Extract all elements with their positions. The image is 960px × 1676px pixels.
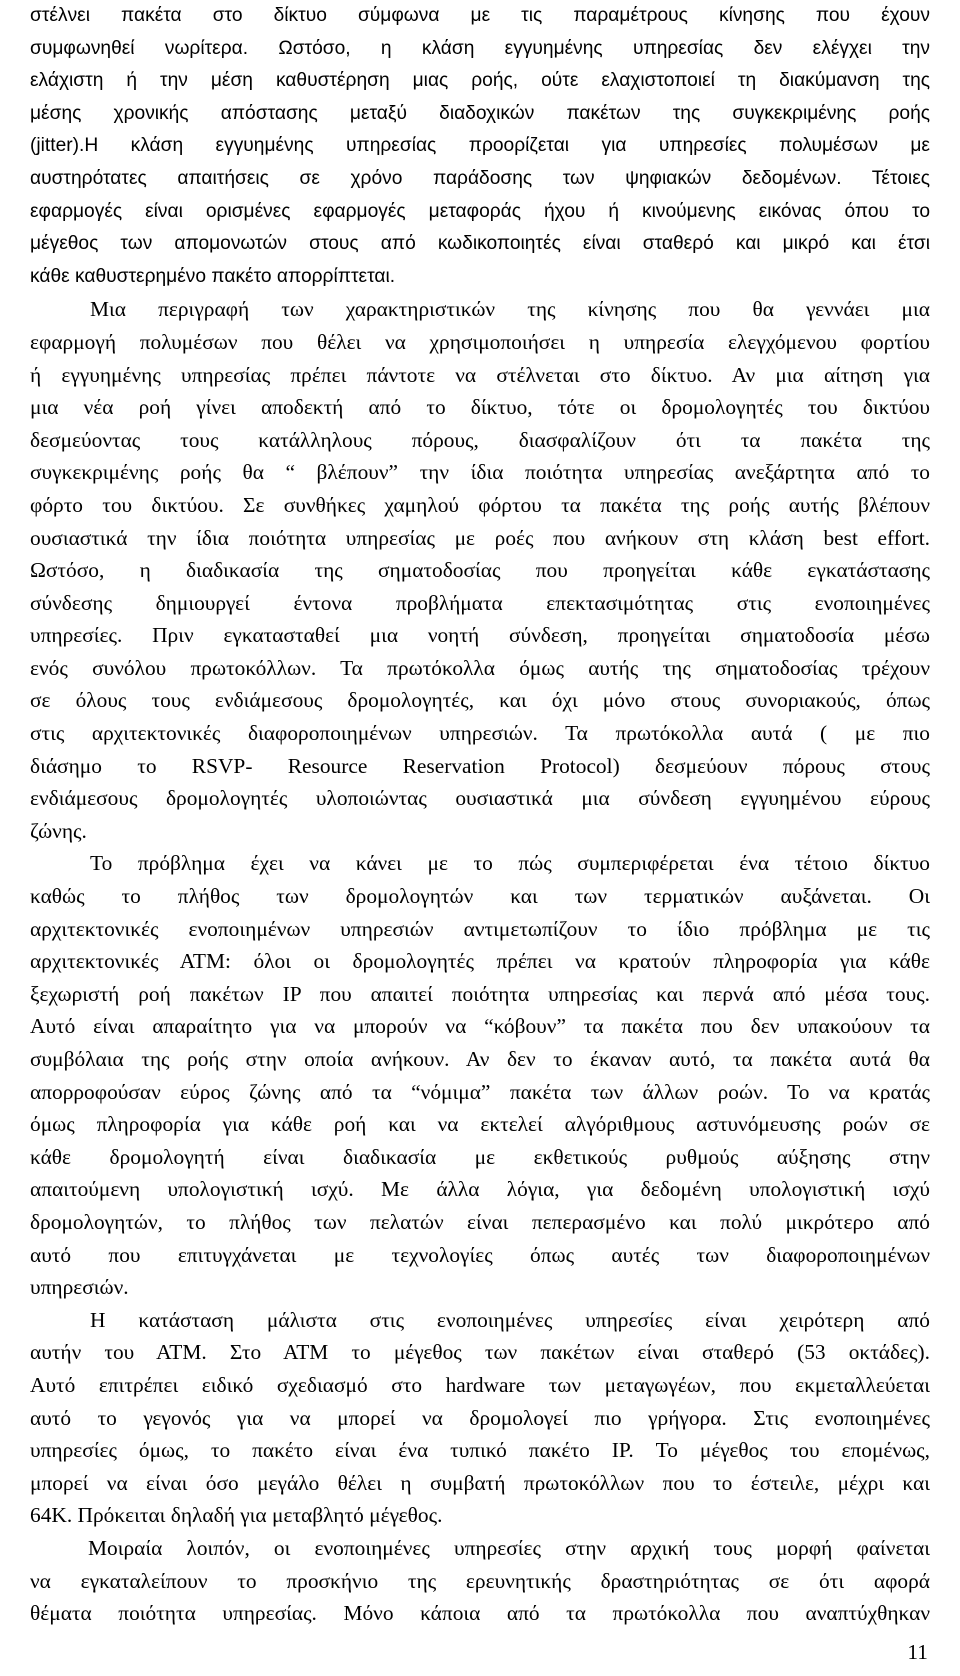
text-line: κάθε καθυστερημένο πακέτο απορρίπτεται. [30,265,396,287]
text-line: σε όλους τους ενδιάμεσους δρομολογητές, και όχι μόνο στους συνοριακούς, όπως [30,688,930,713]
text-line: απορροφούσαν εύρος ζώνης από τα “νόμιμα” πακέτα των άλλων ροών. Το να κρατάς [30,1079,930,1104]
text-line: μια νέα ροή γίνει αποδεκτή από το δίκτυο, τότε οι δρομολογητές του δικτύου [30,395,930,420]
text-line: Το πρόβλημα έχει να κάνει με το πώς συμπεριφέρεται ένα τέτοιο δίκτυο [90,851,930,876]
text-line: στις αρχιτεκτονικές διαφοροποιημένων υπηρεσιών. Τα πρωτόκολλα αυτά ( με πιο [30,721,930,746]
text-line: να εγκαταλείπουν το προσκήνιο της ερευνητικής δραστηριότητας σε ότι αφορά [30,1568,930,1593]
text-line: μέσης χρονικής απόστασης μεταξύ διαδοχικών πακέτων της συγκεκριμένης ροής [30,102,930,124]
text-line: θέματα ποιότητα υπηρεσίας. Μόνο κάποια από τα πρωτόκολλα που αναπτύχθηκαν [30,1601,930,1626]
text-line: αυτήν του ΑΤΜ. Στο ΑΤΜ το μέγεθος των πακέτων είναι σταθερό (53 οκτάδες). [30,1340,930,1365]
text-line: ή εγγυημένης υπηρεσίας πρέπει πάντοτε να στέλνεται στο δίκτυο. Αν μια αίτηση για [30,362,930,387]
text-line: αυστηρότατες απαιτήσεις σε χρόνο παράδοσης των ψηφιακών δεδομένων. Τέτοιες [30,167,930,189]
text-line: υπηρεσίες. Πριν εγκατασταθεί μια νοητή σύνδεση, προηγείται σηματοδοσία μέσω [30,623,930,648]
page-number: 11 [907,1640,928,1664]
text-line: (jitter).Η κλάση εγγυημένης υπηρεσίας προορίζεται για υπηρεσίες πολυμέσων με [30,135,930,157]
text-line: κάθε δρομολογητή είναι διαδικασία με εκθετικούς ρυθμούς αύξησης στην [30,1144,930,1169]
text-line: 64K. Πρόκειται δηλαδή για μεταβλητό μέγεθος. [30,1503,443,1528]
text-line: υπηρεσιών. [30,1275,129,1300]
text-line: αυτό το γεγονός για να μπορεί να δρομολογεί πιο γρήγορα. Στις ενοποιημένες [30,1405,930,1430]
text-line: ξεχωριστή ροή πακέτων IP που απαιτεί ποιότητα υπηρεσίας και περνά από μέσα τους. [30,981,930,1006]
text-line: μπορεί να είναι όσο μεγάλο θέλει η συμβατή πρωτοκόλλων που το έστειλε, μέχρι και [30,1470,930,1495]
text-line: αρχιτεκτονικές ενοποιημένων υπηρεσιών αντιμετωπίζουν το ίδιο πρόβλημα με τις [30,916,930,941]
text-line: σύνδεσης δημιουργεί έντονα προβλήματα επεκτασιμότητας στις ενοποιημένες [30,590,930,615]
text-line: εφαρμογή πολυμέσων που θέλει να χρησιμοποιήσει η υπηρεσία ελεγχόμενου φορτίου [30,329,930,354]
text-line: ενδιάμεσους δρομολογητές υλοποιώντας ουσιαστικά μια σύνδεση εγγυημένου εύρους [30,786,930,811]
text-line: δρομολογητών, το πλήθος των πελατών είναι πεπερασμένο και πολύ μικρότερο από [30,1209,930,1234]
text-line: συμφωνηθεί νωρίτερα. Ωστόσο, η κλάση εγγυημένης υπηρεσίας δεν ελέγχει την [30,37,930,59]
text-line: υπηρεσίες όμως, το πακέτο είναι ένα τυπικό πακέτο IP. Το μέγεθος του επομένως, [30,1438,930,1463]
text-line: φόρτο του δικτύου. Σε συνθήκες χαμηλού φόρτου τα πακέτα της ροής αυτής βλέπουν [30,492,930,517]
text-line: εφαρμογές είναι ορισμένες εφαρμογές μεταφοράς ήχου ή κινούμενης εικόνας όπου το [30,200,930,222]
text-line: Η κατάσταση μάλιστα στις ενοποιημένες υπηρεσίες είναι χειρότερη από [90,1307,930,1332]
text-line: ενός συνόλου πρωτοκόλλων. Τα πρωτόκολλα όμως αυτής της σηματοδοσίας τρέχουν [30,655,930,680]
text-line: συγκεκριμένης ροής θα “ βλέπουν” την ίδια ποιότητα υπηρεσίας ανεξάρτητα από το [30,460,930,485]
text-line: δεσμεύοντας τους κατάλληλους πόρους, διασφαλίζουν ότι τα πακέτα της [30,427,930,452]
text-line: ζώνης. [30,818,87,843]
text-line: Μοιραία λοιπόν, οι ενοποιημένες υπηρεσίες στην αρχική τους μορφή φαίνεται [88,1535,930,1560]
text-line: ελάχιστη ή την μέση καθυστέρηση μιας ροής, ούτε ελαχιστοποιεί τη διακύμανση της [30,70,930,92]
text-line: απαιτούμενη υπολογιστική ισχύ. Με άλλα λόγια, για δεδομένη υπολογιστική ισχύ [30,1177,930,1202]
text-line: μέγεθος των απομονωτών στους από κωδικοποιητές είναι σταθερό και μικρό και έτσι [30,233,930,255]
text-line: Αυτό είναι απαραίτητο για να μπορούν να “κόβουν” τα πακέτα που δεν υπακούουν τα [30,1014,930,1039]
text-line: στέλνει πακέτα στο δίκτυο σύμφωνα με τις παραμέτρους κίνησης που έχουν [30,5,930,26]
text-line: αυτό που επιτυγχάνεται με τεχνολογίες όπως αυτές των διαφοροποιημένων [30,1242,930,1267]
text-line: ουσιαστικά την ίδια ποιότητα υπηρεσίας με ροές που ανήκουν στη κλάση best effort. [30,525,930,550]
text-line: Ωστόσο, η διαδικασία της σηματοδοσίας που προηγείται κάθε εγκατάστασης [30,558,930,583]
text-line: συμβόλαια της ροής στην οποία ανήκουν. Αν δεν το έκαναν αυτό, τα πακέτα αυτά θα [30,1047,930,1071]
text-line: καθώς το πλήθος των δρομολογητών και των τερματικών αυξάνεται. Οι [30,884,930,909]
text-line: Μια περιγραφή των χαρακτηριστικών της κίνησης που θα γεννάει μια [90,297,930,322]
text-line: αρχιτεκτονικές ΑΤΜ: όλοι οι δρομολογητές πρέπει να κρατούν πληροφορία για κάθε [30,949,930,974]
text-line: Αυτό επιτρέπει ειδικό σχεδιασμό στο hardware των μεταγωγέων, που εκμεταλλεύεται [30,1372,930,1397]
text-line: διάσημο το RSVP- Resource Reservation Protocol) δεσμεύουν πόρους στους [30,753,930,778]
text-line: όμως πληροφορία για κάθε ροή και να εκτελεί αλγόριθμους αστυνόμευσης ροών σε [30,1112,930,1137]
document-page [30,0,930,1630]
